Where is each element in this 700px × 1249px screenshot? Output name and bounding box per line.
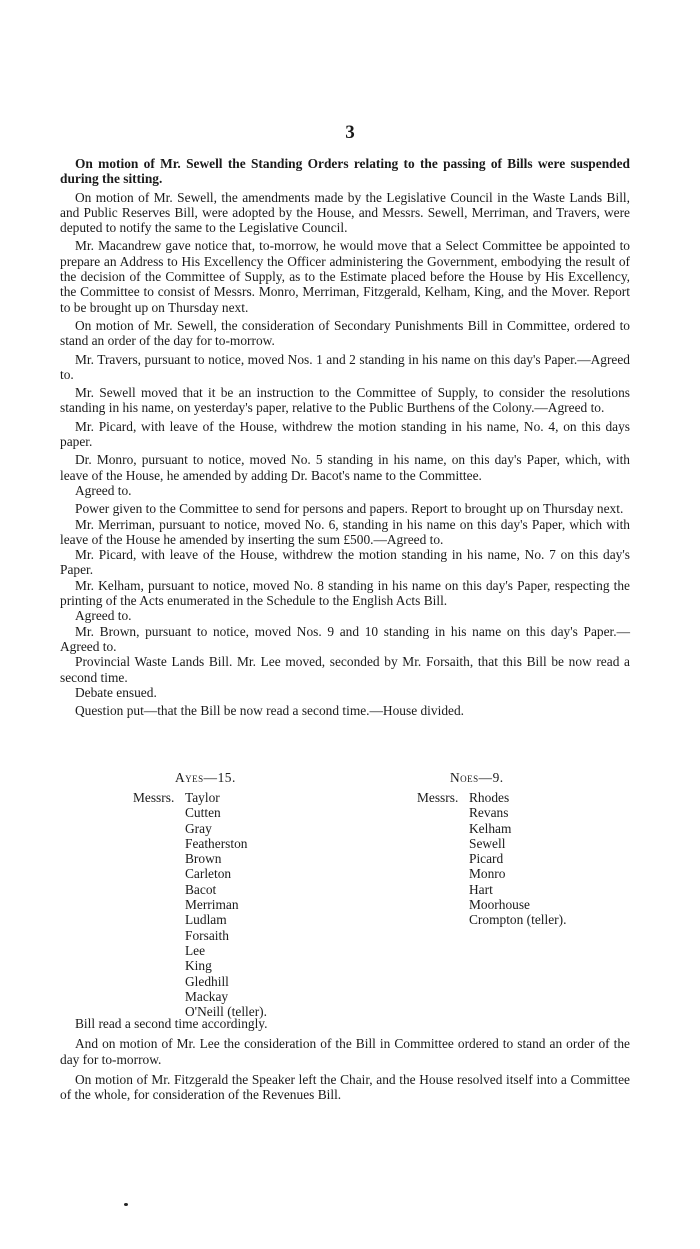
paragraph-question-put: Question put—that the Bill be now read a second time.—House divided. (75, 703, 464, 719)
aye-name: O'Neill (teller). (185, 1004, 267, 1020)
noes-heading: Noes—9. (450, 770, 504, 785)
paragraph-secondary-punishments: On motion of Mr. Sewell, the consideration of Secondary Punishments Bill in Committee, ordered to stand an order of the day for to-morrow. (60, 317, 630, 349)
aye-name: Gray (185, 820, 212, 836)
aye-name: King (185, 958, 212, 974)
paragraph-kelham-motion: Mr. Kelham, pursuant to notice, moved No. 8 standing in his name on this day's Paper, respecting the printing of the Acts enumerated in the Schedule to the English Acts Bill. (60, 577, 630, 609)
closing-proceedings (60, 1016, 630, 1107)
aye-name: Forsaith (185, 927, 229, 943)
paragraph-debate: Debate ensued. (75, 684, 157, 700)
paragraph-standing-orders: On motion of Mr. Sewell the Standing Orders relating to the passing of Bills were suspended during the sitting. (60, 156, 630, 187)
aye-name: Gledhill (185, 973, 229, 989)
paragraph-agreed: Agreed to. (75, 482, 132, 498)
paragraph-travers-motion: Mr. Travers, pursuant to notice, moved Nos. 1 and 2 standing in his name on this day's Paper.—Agreed to. (60, 351, 630, 382)
paragraph-brown-motion: Mr. Brown, pursuant to notice, moved Nos. 9 and 10 standing in his name on this day's Paper.—Agreed to. (60, 623, 630, 654)
paragraph-second-reading: Bill read a second time accordingly. (75, 1016, 268, 1031)
noe-name: Rhodes (469, 790, 510, 805)
aye-name: Carleton (185, 866, 232, 882)
paragraph-fitzgerald-motion: On motion of Mr. Fitzgerald the Speaker left the Chair, and the House resolved itself into a Committee of the whole, for consideration of the Revenues Bill. (60, 1071, 630, 1103)
aye-name: Taylor (185, 790, 220, 805)
paragraph-merriman-motion: Mr. Merriman, pursuant to notice, moved No. 6, standing in his name on this day's Paper, which with leave of the House he amended by inserting the sum £500.—Agreed to. (60, 516, 630, 547)
aye-name: Lee (185, 942, 206, 958)
paragraph-agreed-2: Agreed to. (75, 608, 132, 624)
noes-messrs: Messrs. (417, 790, 459, 805)
aye-name: Brown (185, 851, 222, 867)
aye-name: Bacot (185, 881, 217, 897)
ink-speck (124, 1203, 128, 1206)
paragraph-monro-motion: Dr. Monro, pursuant to notice, moved No. 5 standing in his name, on this day's Paper, which, with leave of the House, he amended by adding Dr. Bacot's name to the Committee. (60, 452, 630, 483)
noe-name: Crompton (teller). (469, 912, 567, 928)
ayes-messrs: Messrs. (133, 790, 175, 805)
aye-name: Cutten (185, 805, 221, 821)
paragraph-picard-withdraw-4: Mr. Picard, with leave of the House, withdrew the motion standing in his name, No. 4, on this days paper. (60, 418, 630, 450)
ayes-list (133, 790, 267, 1019)
noe-name: Monro (469, 866, 506, 882)
aye-name: Ludlam (185, 912, 227, 928)
paragraph-picard-withdraw-7: Mr. Picard, with leave of the House, withdrew the motion standing in his name, No. 7 on this day's Paper. (60, 547, 630, 578)
aye-name: Merriman (185, 897, 239, 913)
paragraph-sewell-instruction: Mr. Sewell moved that it be an instruction to the Committee of Supply, to consider the resolutions standing in his name, on yesterday's paper, relative to the Public Burthens of the Colony.—Agreed to. (60, 385, 630, 416)
noe-name: Picard (469, 851, 504, 867)
aye-name: Featherston (185, 835, 248, 851)
paragraph-power-given: Power given to the Committee to send for persons and papers. Report to brought up on Thursday next. (75, 501, 624, 517)
ayes-heading: Ayes—15. (175, 770, 236, 785)
paragraph-macandrew-notice: Mr. Macandrew gave notice that, to-morrow, he would move that a Select Committee be appointed to prepare an Address to His Excellency the Officer administering the Government, embodying the result of the decision of the Committee of Supply, as to the Estimate placed before the House by His Excellency, the Committee to consist of Messrs. Monro, Merriman, Fitzgerald, Kelham, King, and the Mover. Report to be brought up on Thursday next. (60, 238, 630, 315)
proceedings-body (60, 156, 630, 721)
noe-name: Kelham (469, 820, 512, 836)
noe-name: Moorhouse (469, 897, 530, 913)
aye-name: Mackay (185, 988, 229, 1004)
page-number: 3 (345, 122, 355, 143)
noe-name: Revans (469, 805, 509, 821)
paragraph-amendments: On motion of Mr. Sewell, the amendments made by the Legislative Council in the Waste Lands Bill, and Public Reserves Bill, were adopted by the House, and Messrs. Sewell, Merriman, and Travers, were deputed to notify the same to the Legislative Council. (60, 189, 630, 236)
noes-list (417, 790, 566, 928)
paragraph-waste-lands-bill: Provincial Waste Lands Bill. Mr. Lee moved, seconded by Mr. Forsaith, that this Bill be now read a second time. (60, 654, 630, 685)
noe-name: Sewell (469, 835, 506, 851)
noe-name: Hart (469, 881, 493, 897)
paragraph-lee-committee: And on motion of Mr. Lee the consideration of the Bill in Committee ordered to stand an order of the day for to-morrow. (60, 1036, 630, 1067)
